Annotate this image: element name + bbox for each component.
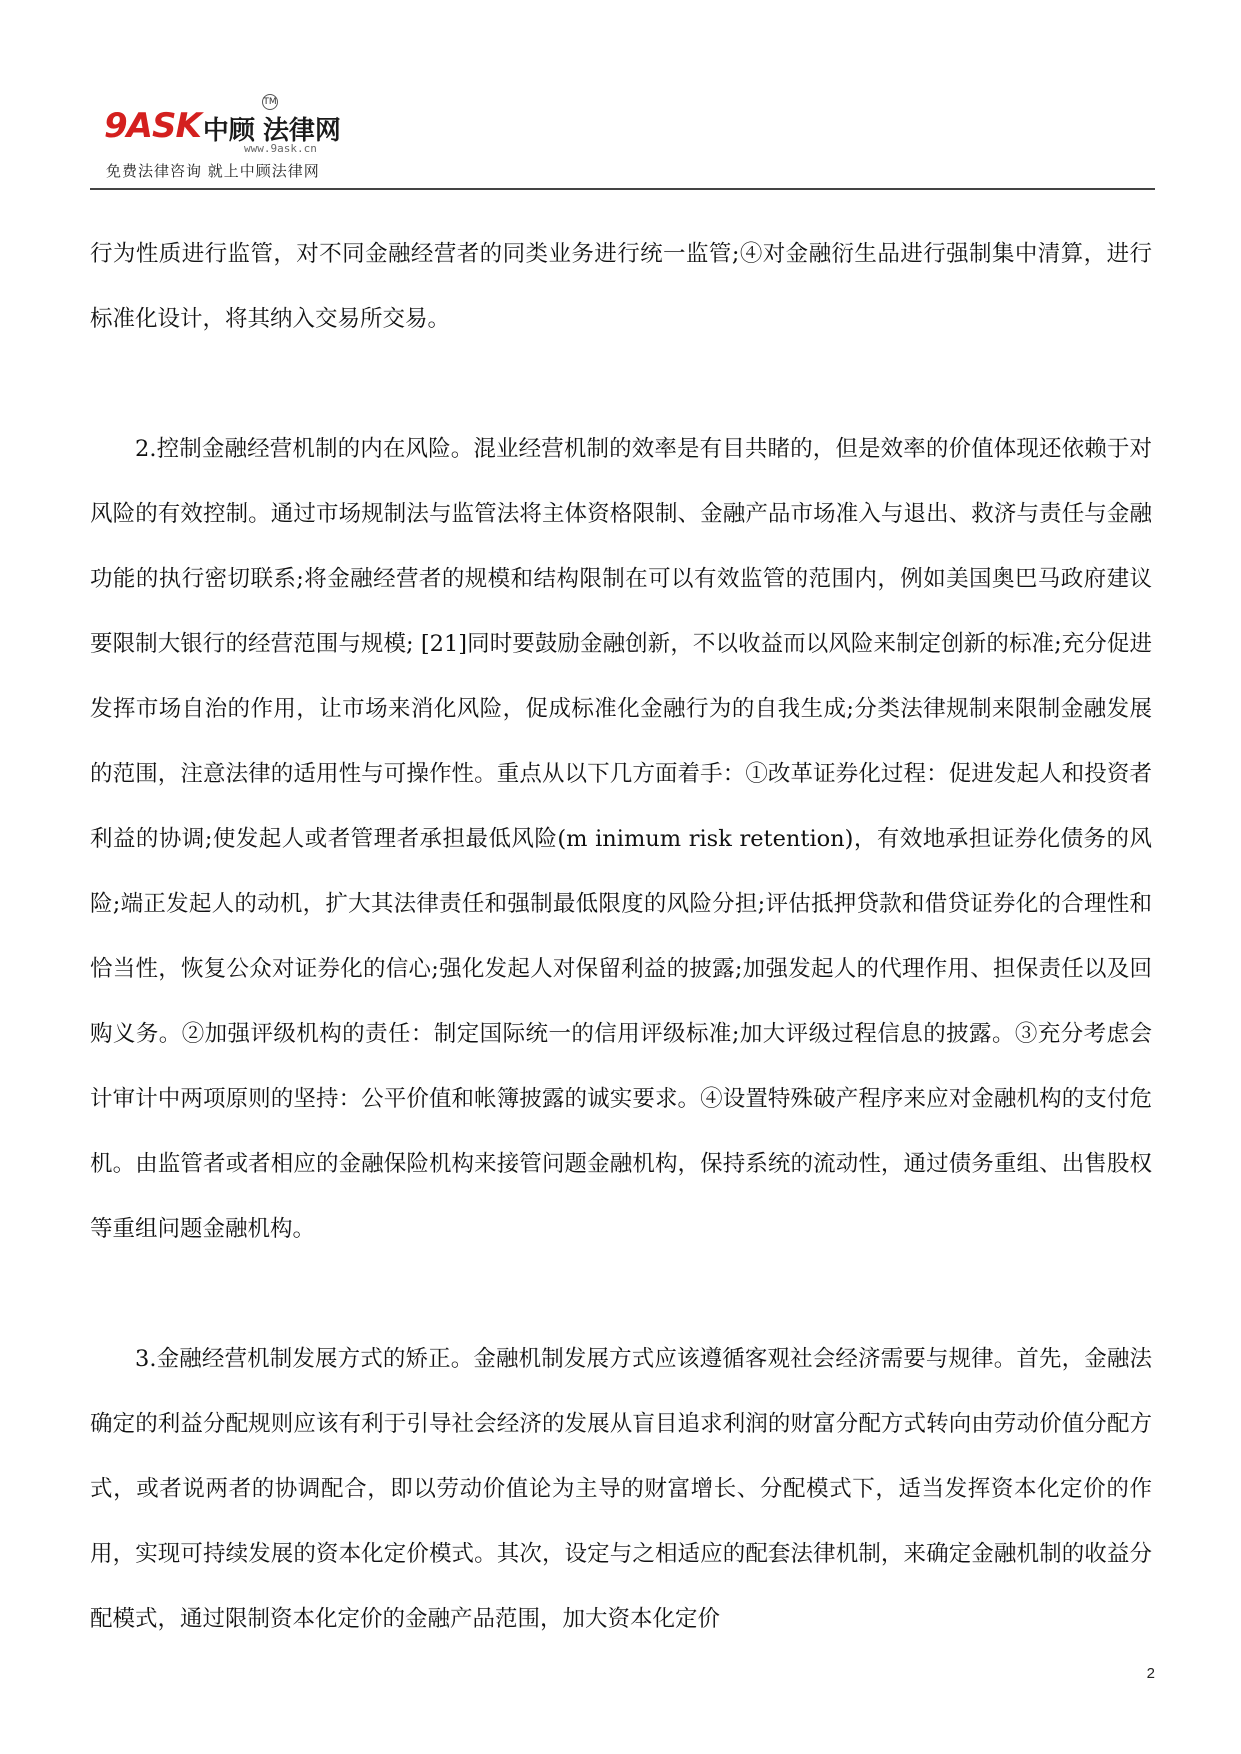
logo-brand: 9ASK (104, 106, 201, 146)
paragraph-2: 2.控制金融经营机制的内在风险。混业经营机制的效率是有目共睹的，但是效率的价值体现还依赖于对风险的有效控制。通过市场规制法与监管法将主体资格限制、金融产品市场准入与退出、救济与责任与金融功能的执行密切联系;将金融经营者的规模和结构限制在可以有效监管的范围内，例如美国奥巴马政府建议要限制大银行的经营范围与规模; [21]同时要鼓励金融创新，不以收益而以风险来制定创新的标准;充分促进发挥市场自治的作用，让市场来消化风险，促成标准化金融行为的自我生成;分类法律规制来限制金融发展的范围，注意法律的适用性与可操作性。重点从以下几方面着手：①改革证券化过程：促进发起人和投资者利益的协调;使发起人或者管理者承担最低风险(m inimum risk retention)，有效地承担证券化债务的风险;端正发起人的动机，扩大其法律责任和强制最低限度的风险分担;评估抵押贷款和借贷证券化的合理性和恰当性，恢复公众对证券化的信心;强化发起人对保留利益的披露;加强发起人的代理作用、担保责任以及回购义务。②加强评级机构的责任：制定国际统一的信用评级标准;加大评级过程信息的披露。③充分考虑会计审计中两项原则的坚持：公平价值和帐簿披露的诚实要求。④设置特殊破产程序来应对金融机构的支付危机。由监管者或者相应的金融保险机构来接管问题金融机构，保持系统的流动性，通过债务重组、出售股权等重组问题金融机构。 (90, 436, 1152, 1242)
site-logo[interactable] (104, 97, 364, 186)
page-number: 2 (1146, 1665, 1155, 1682)
logo-cn-1: 中顾 (202, 116, 255, 146)
paragraph-3: 3.金融经营机制发展方式的矫正。金融机制发展方式应该遵循客观社会经济需要与规律。首先，金融法确定的利益分配规则应该有利于引导社会经济的发展从盲目追求利润的财富分配方式转向由劳动价值分配方式，或者说两者的协调配合，即以劳动价值论为主导的财富增长、分配模式下，适当发挥资本化定价的作用，实现可持续发展的资本化定价模式。其次，设定与之相适应的配套法律机制，来确定金融机制的收益分配模式，通过限制资本化定价的金融产品范围，加大资本化定价 (90, 1346, 1152, 1632)
paragraph-1: 行为性质进行监管，对不同金融经营者的同类业务进行统一监管;④对金融衍生品进行强制集中清算，进行标准化设计，将其纳入交易所交易。 (90, 241, 1152, 332)
document-body (90, 222, 1152, 1652)
paragraph-spacer (90, 1262, 1152, 1327)
page-header (90, 92, 1155, 190)
logo-cn-2: 法律网 (262, 116, 341, 146)
logo-slogan: 免费法律咨询 就上中顾法律网 (106, 162, 320, 180)
trademark-icon: TM (262, 94, 278, 110)
paragraph-spacer (90, 352, 1152, 417)
logo-url: www.9ask.cn (244, 142, 317, 155)
